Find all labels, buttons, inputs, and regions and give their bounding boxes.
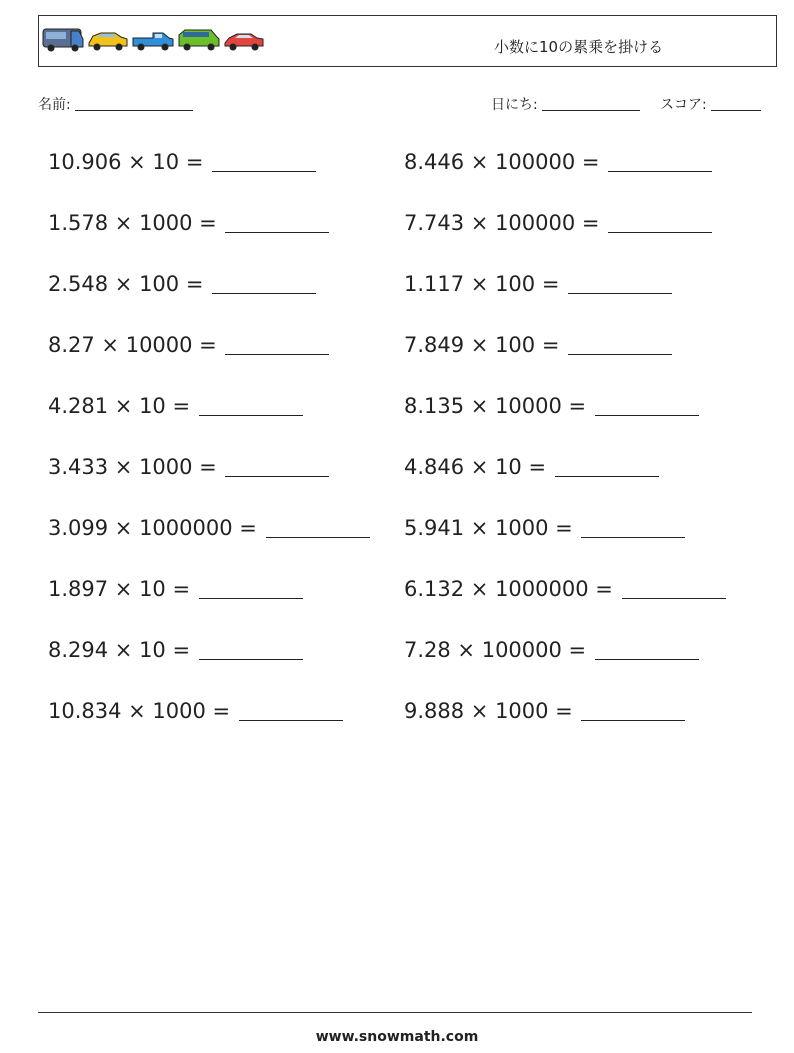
van-icon [43, 29, 83, 52]
problem-text: 10.906 × 10 = [48, 150, 204, 174]
problem-item [48, 150, 316, 174]
problem-text: 7.28 × 100000 = [404, 638, 587, 662]
problem-item [404, 394, 699, 418]
problem-item [48, 211, 329, 235]
minivan-icon [179, 30, 219, 51]
answer-blank[interactable] [212, 275, 316, 294]
problem-item [48, 333, 329, 357]
score-blank[interactable] [711, 96, 761, 111]
answer-blank[interactable] [622, 580, 726, 599]
answer-blank[interactable] [568, 336, 672, 355]
answer-blank[interactable] [225, 214, 329, 233]
answer-blank[interactable] [266, 519, 370, 538]
problem-item [404, 577, 726, 601]
sedan-icon [225, 34, 263, 51]
problem-text: 10.834 × 1000 = [48, 699, 231, 723]
problem-item [48, 516, 370, 540]
problem-item [404, 211, 712, 235]
problem-item [404, 333, 672, 357]
problem-item [48, 577, 303, 601]
problem-item [404, 150, 712, 174]
score-field [660, 94, 761, 114]
name-label: 名前: [38, 97, 71, 113]
worksheet-title: 小数に10の累乗を掛ける [494, 38, 664, 56]
problem-text: 3.433 × 1000 = [48, 455, 217, 479]
problem-item [404, 638, 699, 662]
answer-blank[interactable] [595, 397, 699, 416]
answer-blank[interactable] [608, 214, 712, 233]
problem-text: 2.548 × 100 = [48, 272, 204, 296]
answer-blank[interactable] [199, 641, 303, 660]
problem-text: 7.743 × 100000 = [404, 211, 600, 235]
answer-blank[interactable] [239, 702, 343, 721]
problem-item [48, 638, 303, 662]
name-blank[interactable] [75, 96, 193, 111]
taxi-icon [89, 33, 127, 51]
score-label: スコア: [660, 97, 707, 113]
footer-url[interactable]: www.snowmath.com [315, 1029, 479, 1045]
problem-text: 1.117 × 100 = [404, 272, 560, 296]
problem-text: 1.578 × 1000 = [48, 211, 217, 235]
answer-blank[interactable] [581, 519, 685, 538]
answer-blank[interactable] [199, 397, 303, 416]
problem-item [48, 699, 343, 723]
problem-item [48, 272, 316, 296]
date-label: 日にち: [491, 97, 538, 113]
date-field [491, 94, 640, 114]
problem-text: 8.294 × 10 = [48, 638, 191, 662]
footer-divider [38, 1012, 752, 1013]
answer-blank[interactable] [595, 641, 699, 660]
name-field [38, 94, 193, 114]
problem-item [404, 455, 659, 479]
date-blank[interactable] [542, 96, 640, 111]
problem-text: 9.888 × 1000 = [404, 699, 573, 723]
answer-blank[interactable] [225, 458, 329, 477]
worksheet-header [38, 15, 777, 67]
problem-item [404, 699, 685, 723]
problem-text: 8.135 × 10000 = [404, 394, 587, 418]
problem-text: 7.849 × 100 = [404, 333, 560, 357]
answer-blank[interactable] [555, 458, 659, 477]
problem-text: 5.941 × 1000 = [404, 516, 573, 540]
answer-blank[interactable] [608, 153, 712, 172]
answer-blank[interactable] [225, 336, 329, 355]
answer-blank[interactable] [581, 702, 685, 721]
problem-text: 8.446 × 100000 = [404, 150, 600, 174]
answer-blank[interactable] [199, 580, 303, 599]
problem-text: 8.27 × 10000 = [48, 333, 217, 357]
problem-item [404, 516, 685, 540]
pickup-truck-icon [133, 33, 173, 51]
problem-item [404, 272, 672, 296]
problem-text: 4.846 × 10 = [404, 455, 547, 479]
problem-item [48, 394, 303, 418]
problem-text: 6.132 × 1000000 = [404, 577, 613, 601]
answer-blank[interactable] [212, 153, 316, 172]
car-icons [41, 25, 267, 55]
answer-blank[interactable] [568, 275, 672, 294]
problem-text: 1.897 × 10 = [48, 577, 191, 601]
problem-text: 4.281 × 10 = [48, 394, 191, 418]
problem-text: 3.099 × 1000000 = [48, 516, 257, 540]
problem-item [48, 455, 329, 479]
